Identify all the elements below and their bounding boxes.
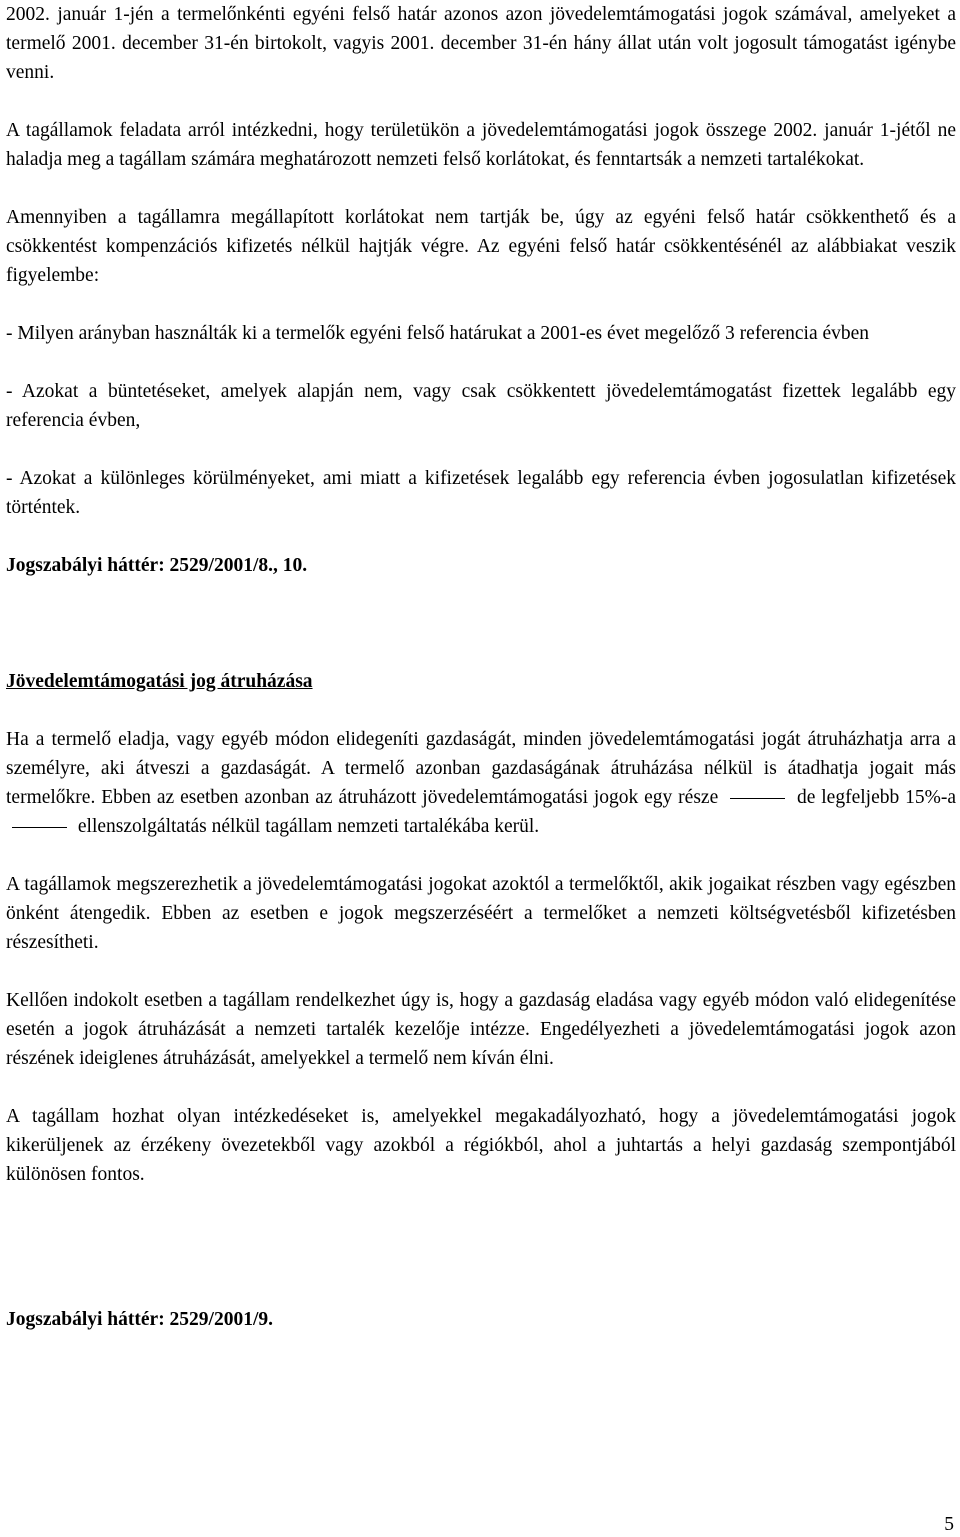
paragraph-national-reserve: Kellően indokolt esetben a tagállam rendelkezhet úgy is, hogy a gazdaság eladása vagy egyéb módon való elidegenítése esetén a jogok átruházását a nemzeti tartalék kezelője intézze. Engedélyezheti a jövedelemtámogatási jogok azon részének ideiglenes átruházását, amelyekkel a termelő nem kíván élni. xyxy=(6,990,956,1069)
em-dash xyxy=(12,827,67,828)
legal-background-1: Jogszabályi háttér: 2529/2001/8., 10. xyxy=(6,555,308,576)
paragraph-rights-acquisition: A tagállamok megszerezhetik a jövedelemtámogatási jogokat azoktól a termelőktől, akik jogaikat részben vagy egészben önként átengedik. Ebben az esetben e jogok megszerzéséért a termelőket a nemzeti költségvetésből kifizetésben részesítheti. xyxy=(6,874,956,953)
paragraph-individual-limit: 2002. január 1-jén a termelőnkénti egyéni felső határ azonos azon jövedelemtámogatási jogok számával, amelyeket a termelő 2001. december 31-én birtokolt, vagyis 2001. december 31-én hány állat után volt jogosult támogatást igénybe venni. xyxy=(6,4,956,83)
document-page xyxy=(6,0,956,1334)
paragraph-rights-transfer-text-c: ellenszolgáltatás nélkül tagállam nemzeti tartalékába kerül. xyxy=(77,816,540,837)
page-number: 5 xyxy=(944,1514,954,1535)
list-item-usage-ratio: - Milyen arányban használták ki a termelők egyéni felső határukat a 2001-es évet megelőző 3 referencia évben xyxy=(6,323,870,344)
paragraph-sensitive-zones: A tagállam hozhat olyan intézkedéseket is, amelyekkel megakadályozható, hogy a jövedelemtámogatási jogok kikerüljenek az érzékeny övezetekből vagy azokból a régiókból, ahol a juhtartás a helyi gazdaság szempontjából különösen fontos. xyxy=(6,1106,956,1185)
em-dash xyxy=(730,798,785,799)
paragraph-rights-transfer-text-a: Ha a termelő eladja, vagy egyéb módon elidegeníti gazdaságát, minden jövedelemtámogatási jogát átruházhatja arra a személyre, aki átveszi a gazdaságát. A termelő azonban gazdaságának átruházása nélkül is átadhatja jogait más termelőkre. Ebben az esetben azonban az átruházott jövedelemtámogatási jogok egy része xyxy=(6,729,956,808)
legal-background-2: Jogszabályi háttér: 2529/2001/9. xyxy=(6,1309,274,1330)
section-heading: Jövedelemtámogatási jog átruházása xyxy=(6,671,313,692)
list-item-special-circumstances: - Azokat a különleges körülményeket, ami miatt a kifizetések legalább egy referencia évben jogosulatlan kifizetések történtek. xyxy=(6,468,956,518)
paragraph-rights-transfer-text-b: de legfeljebb 15%-a xyxy=(796,787,956,808)
list-item-penalties: - Azokat a büntetéseket, amelyek alapján nem, vagy csak csökkentett jövedelemtámogatást fizettek legalább egy referencia évben, xyxy=(6,381,956,431)
paragraph-rights-transfer xyxy=(6,725,956,841)
paragraph-limit-reduction: Amennyiben a tagállamra megállapított korlátokat nem tartják be, úgy az egyéni felső határ csökkenthető és a csökkentést kompenzációs kifizetés nélkül hajtják végre. Az egyéni felső határ csökkentésénél az alábbiakat veszik figyelembe: xyxy=(6,207,956,286)
paragraph-member-state-duty: A tagállamok feladata arról intézkedni, hogy területükön a jövedelemtámogatási jogok összege 2002. január 1-jétől ne haladja meg a tagállam számára meghatározott nemzeti felső korlátokat, és fenntartsák a nemzeti tartalékokat. xyxy=(6,120,956,170)
